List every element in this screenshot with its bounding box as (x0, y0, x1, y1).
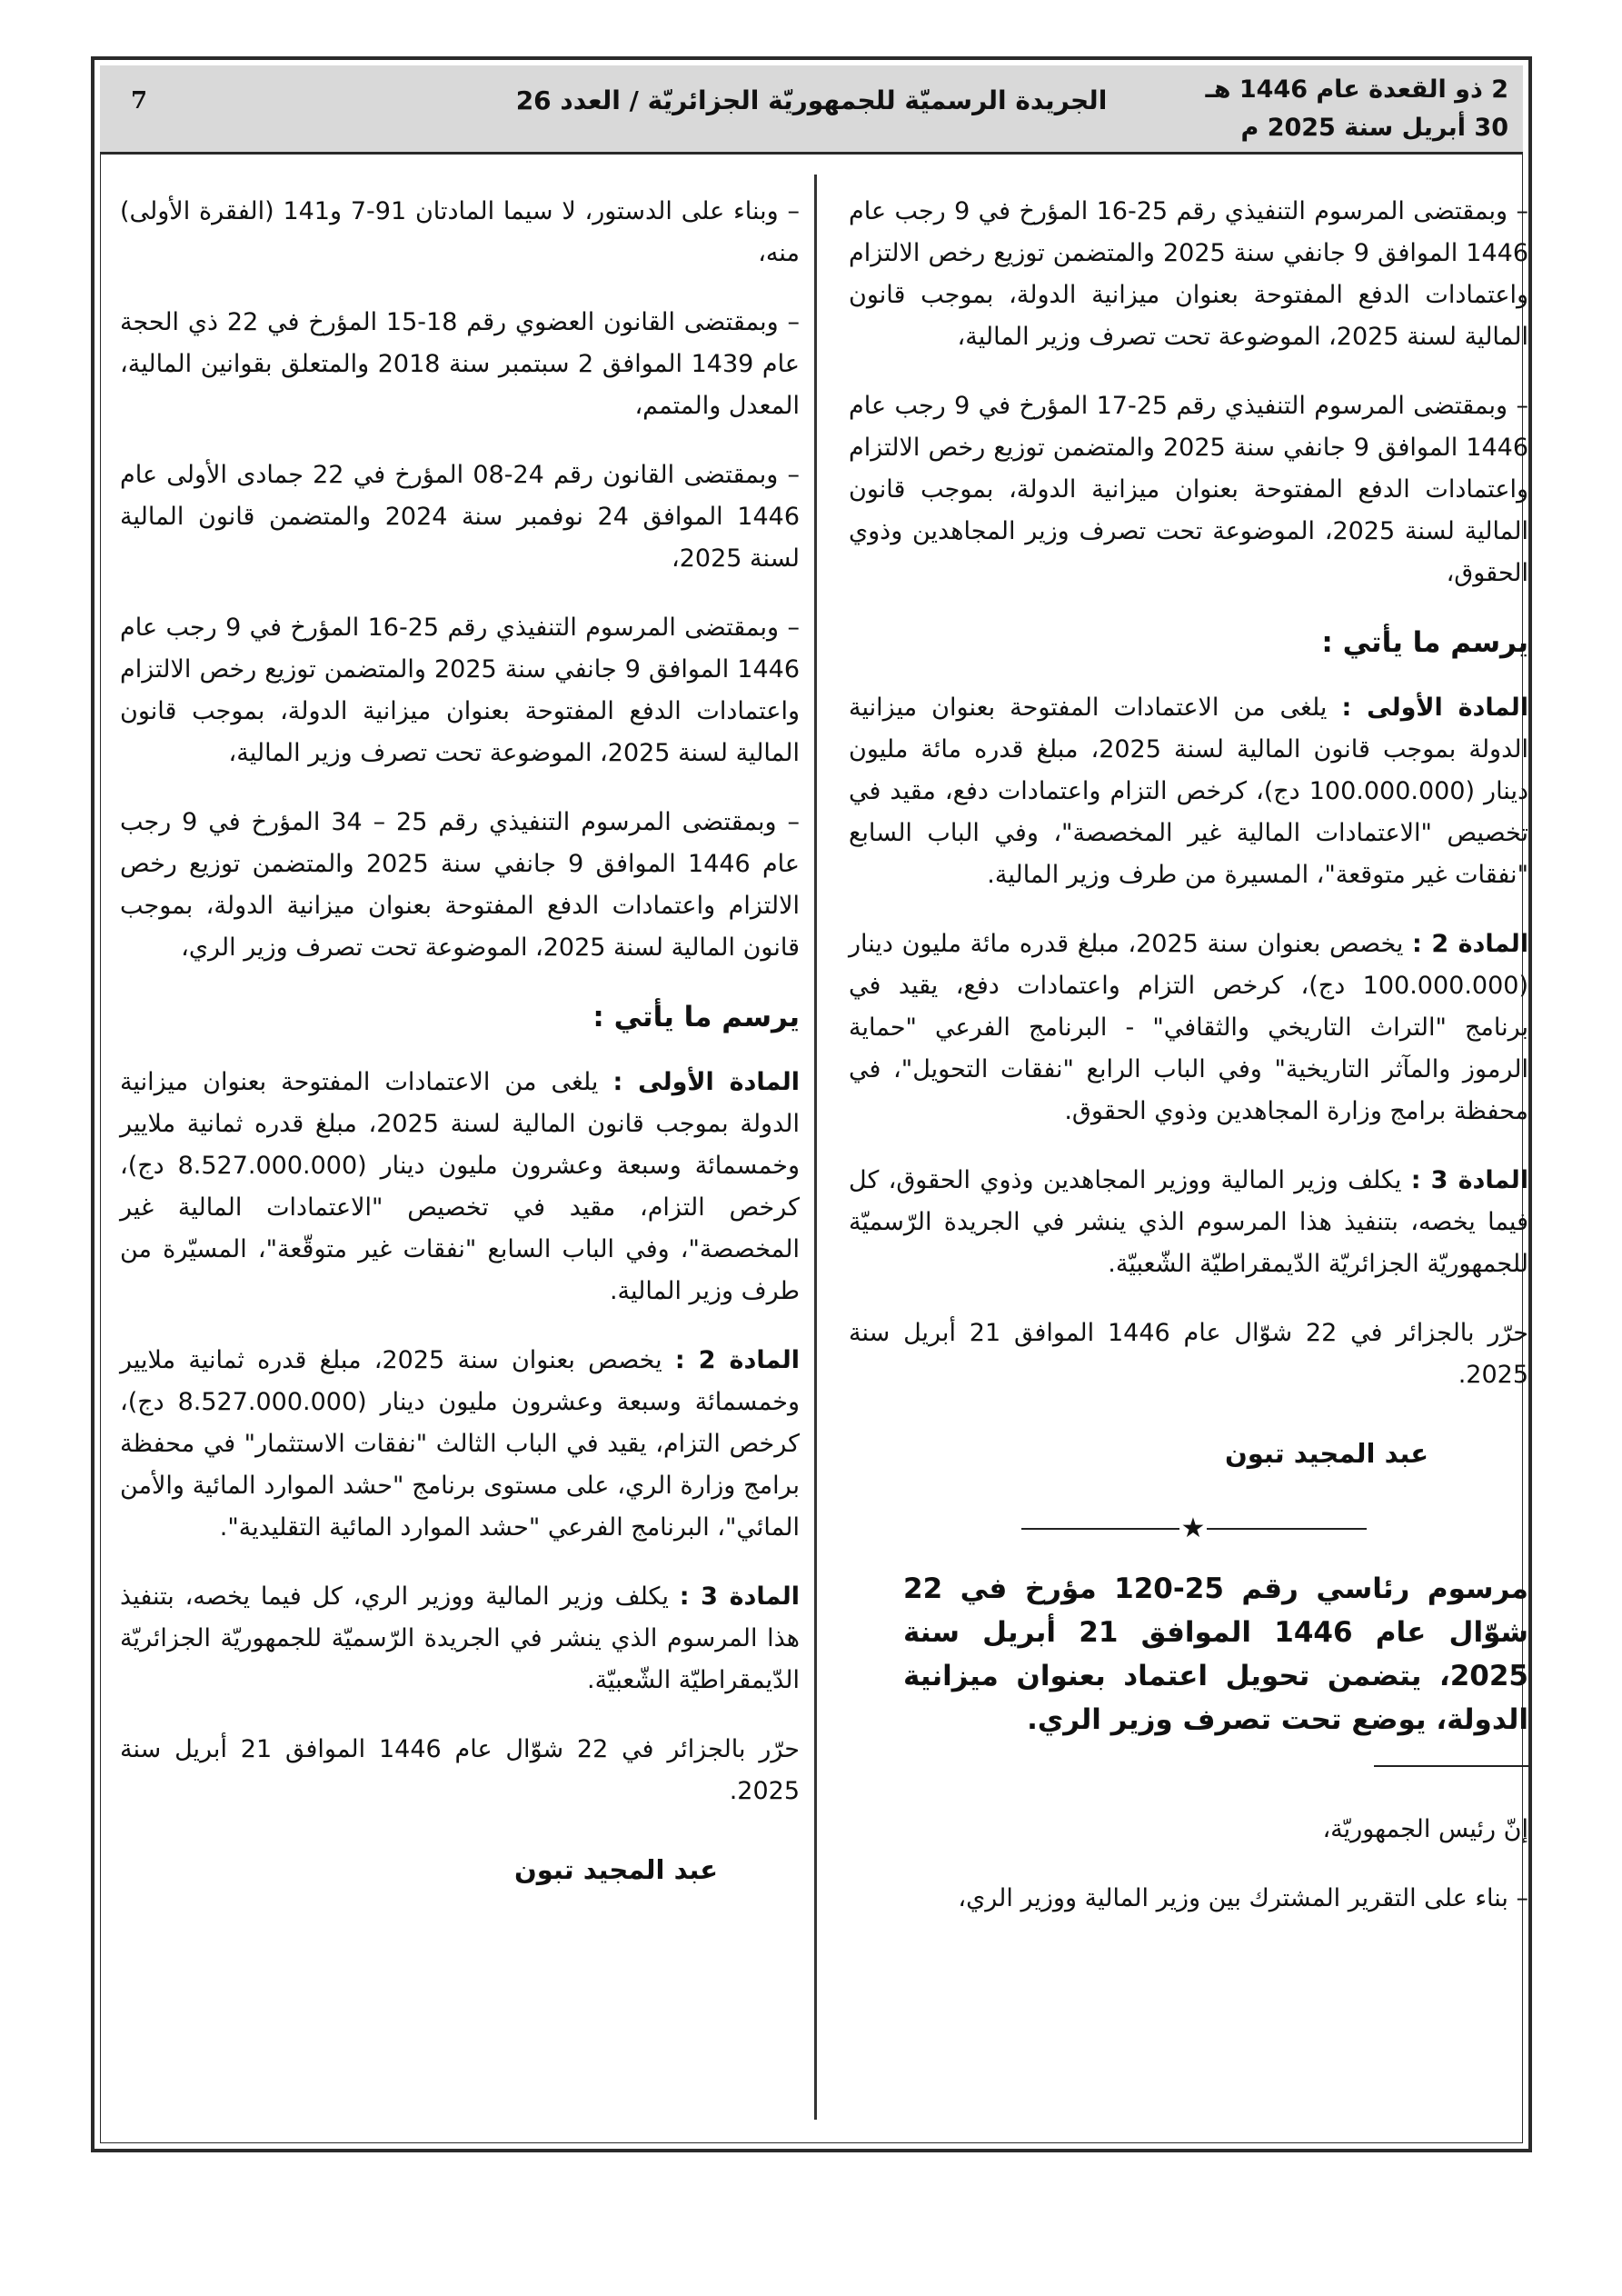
article-text: يلغى من الاعتمادات المفتوحة بعنوان ميزانية الدولة بموجب قانون المالية لسنة 2025، مبلغ قدره مائة مليون دينار (100.000.000 دج)، كرخص التزام واعتمادات دفع، مقيد في تخصيص "الاعتمادات المالية غير المخصصة"، وفي الباب السابع "نفقات غير متوقعة"، المسيرة من طرف وزير المالية. (849, 694, 1528, 889)
recital-paragraph: – وبمقتضى القانون رقم 24-08 المؤرخ في 22 جمادى الأولى عام 1446 الموافق 24 نوفمبر سنة 2024 والمتضمن قانون المالية لسنة 2025، (120, 461, 800, 573)
signature: عبد المجيد تبون (1224, 1438, 1428, 1469)
article-text: يكلف وزير المالية ووزير المجاهدين وذوي الحقوق، كل فيما يخصه، بتنفيذ هذا المرسوم الذي ينشر في الجريدة الرّسميّة للجمهوريّة الجزائريّة الدّيمقراطيّة الشّعبيّة. (849, 1166, 1528, 1278)
article-text: يخصص بعنوان سنة 2025، مبلغ قدره ثمانية ملايير وخمسمائة وسبعة وعشرون مليون دينار (8.527.000.000 دج)، كرخص التزام، يقيد في الباب الثالث "نفقات الاستثمار" في محفظة برامج وزارة الري، على مستوى برنامج "حشد الموارد المائية والأمن المائي"، البرنامج الفرعي "حشد الموارد المائية التقليدية". (120, 1346, 800, 1542)
article-label: المادة 3 : (1410, 1166, 1528, 1194)
article-3 (849, 1160, 1528, 1285)
section-separator (849, 1511, 1528, 1547)
page-number: 7 (131, 87, 148, 115)
decrees-heading: يرسم ما يأتي : (592, 1001, 800, 1033)
article-2 (849, 923, 1528, 1133)
article-label: المادة الأولى : (1341, 694, 1528, 722)
article-label: المادة 2 : (1412, 930, 1529, 958)
title-underline (1374, 1765, 1528, 1767)
article-label: المادة الأولى : (612, 1068, 800, 1096)
recital-paragraph: – وبمقتضى المرسوم التنفيذي رقم 25-17 المؤرخ في 9 رجب عام 1446 الموافق 9 جانفي سنة 2025 والمتضمن توزيع رخص الالتزام واعتمادات الدفع المفتوحة بعنوان ميزانية الدولة، بموجب قانون المالية لسنة 2025، الموضوعة تحت تصرف وزير المجاهدين وذوي الحقوق، (849, 392, 1529, 587)
recital-paragraph: – بناء على التقرير المشترك بين وزير المالية ووزير الري، (958, 1884, 1528, 1912)
star-icon: ★ (1179, 1511, 1207, 1547)
recital-paragraph: – وبمقتضى المرسوم التنفيذي رقم 25-16 المؤرخ في 9 رجب عام 1446 الموافق 9 جانفي سنة 2025 والمتضمن توزيع رخص الالتزام واعتمادات الدفع المفتوحة بعنوان ميزانية الدولة، بموجب قانون المالية لسنة 2025، الموضوعة تحت تصرف وزير المالية، (120, 614, 800, 767)
left-column (120, 191, 800, 1927)
president-line: إنّ رئيس الجمهوريّة، (1322, 1815, 1528, 1843)
article-3 (120, 1576, 800, 1702)
issue-date (1205, 71, 1508, 147)
gazette-header (100, 65, 1523, 155)
issue-date-hijri: 2 ذو القعدة عام 1446 هـ (1205, 75, 1508, 104)
recital-paragraph: – وبمقتضى المرسوم التنفيذي رقم 25 – 34 المؤرخ في 9 رجب عام 1446 الموافق 9 جانفي سنة 2025 والمتضمن توزيع رخص الالتزام واعتمادات الدفع المفتوحة بعنوان ميزانية الدولة، بموجب قانون المالية لسنة 2025، الموضوعة تحت تصرف وزير الري، (120, 808, 801, 962)
recital-paragraph: – وبمقتضى القانون العضوي رقم 18-15 المؤرخ في 22 ذي الحجة عام 1439 الموافق 2 سبتمبر سنة 2018 والمتعلق بقوانين المالية، المعدل والمتمم، (120, 308, 800, 420)
article-2 (120, 1340, 800, 1549)
issue-date-gregorian: 30 أبريل سنة 2025 م (1240, 114, 1508, 142)
decree-title: مرسوم رئاسي رقم 25-120 مؤرخ في 22 شوّال عام 1446 الموافق 21 أبريل سنة 2025، يتضمن تحويل اعتماد بعنوان ميزانية الدولة، يوضع تحت تصرف وزير الري. (903, 1572, 1528, 1736)
article-1 (120, 1062, 800, 1313)
right-column (849, 191, 1528, 1947)
article-label: المادة 3 : (679, 1582, 800, 1611)
recital-paragraph: – وبناء على الدستور، لا سيما المادتان 91-7 و141 (الفقرة الأولى) منه، (120, 197, 800, 267)
article-text: يلغى من الاعتمادات المفتوحة بعنوان ميزانية الدولة بموجب قانون المالية لسنة 2025، مبلغ قدره ثمانية ملايير وخمسمائة وسبعة وعشرون مليون دينار (8.527.000.000 دج)، كرخص التزام، مقيد في تخصيص "الاعتمادات المالية غير المخصصة"، وفي الباب السابع "نفقات غير متوقّعة"، المسيّرة من طرف وزير المالية. (120, 1068, 800, 1305)
recital-paragraph: – وبمقتضى المرسوم التنفيذي رقم 25-16 المؤرخ في 9 رجب عام 1446 الموافق 9 جانفي سنة 2025 والمتضمن توزيع رخص الالتزام واعتمادات الدفع المفتوحة بعنوان ميزانية الدولة، بموجب قانون المالية لسنة 2025، الموضوعة تحت تصرف وزير المالية، (849, 197, 1528, 351)
article-1 (849, 687, 1528, 896)
article-label: المادة 2 : (674, 1346, 800, 1374)
decrees-heading: يرسم ما يأتي : (1321, 626, 1528, 659)
gazette-title: الجريدة الرسميّة للجمهوريّة الجزائريّة / العدد 26 (515, 85, 1108, 115)
column-divider (814, 175, 817, 2120)
signature: عبد المجيد تبون (513, 1854, 718, 1885)
article-text: يخصص بعنوان سنة 2025، مبلغ قدره مائة مليون دينار (100.000.000 دج)، كرخص التزام واعتمادات دفع، يقيد في برنامج "التراث التاريخي والثقافي" - البرنامج الفرعي "حماية الرموز والمآثر التاريخية" وفي الباب الرابع "نفقات التحويل"، في محفظة برامج وزارة المجاهدين وذوي الحقوق. (849, 930, 1528, 1125)
article-text: يكلف وزير المالية ووزير الري، كل فيما يخصه، بتنفيذ هذا المرسوم الذي ينشر في الجريدة الرّسميّة للجمهوريّة الجزائريّة الدّيمقراطيّة الشّعبيّة. (120, 1582, 800, 1694)
done-at: حرّر بالجزائر في 22 شوّال عام 1446 الموافق 21 أبريل سنة 2025. (849, 1319, 1528, 1389)
done-at: حرّر بالجزائر في 22 شوّال عام 1446 الموافق 21 أبريل سنة 2025. (120, 1735, 800, 1805)
